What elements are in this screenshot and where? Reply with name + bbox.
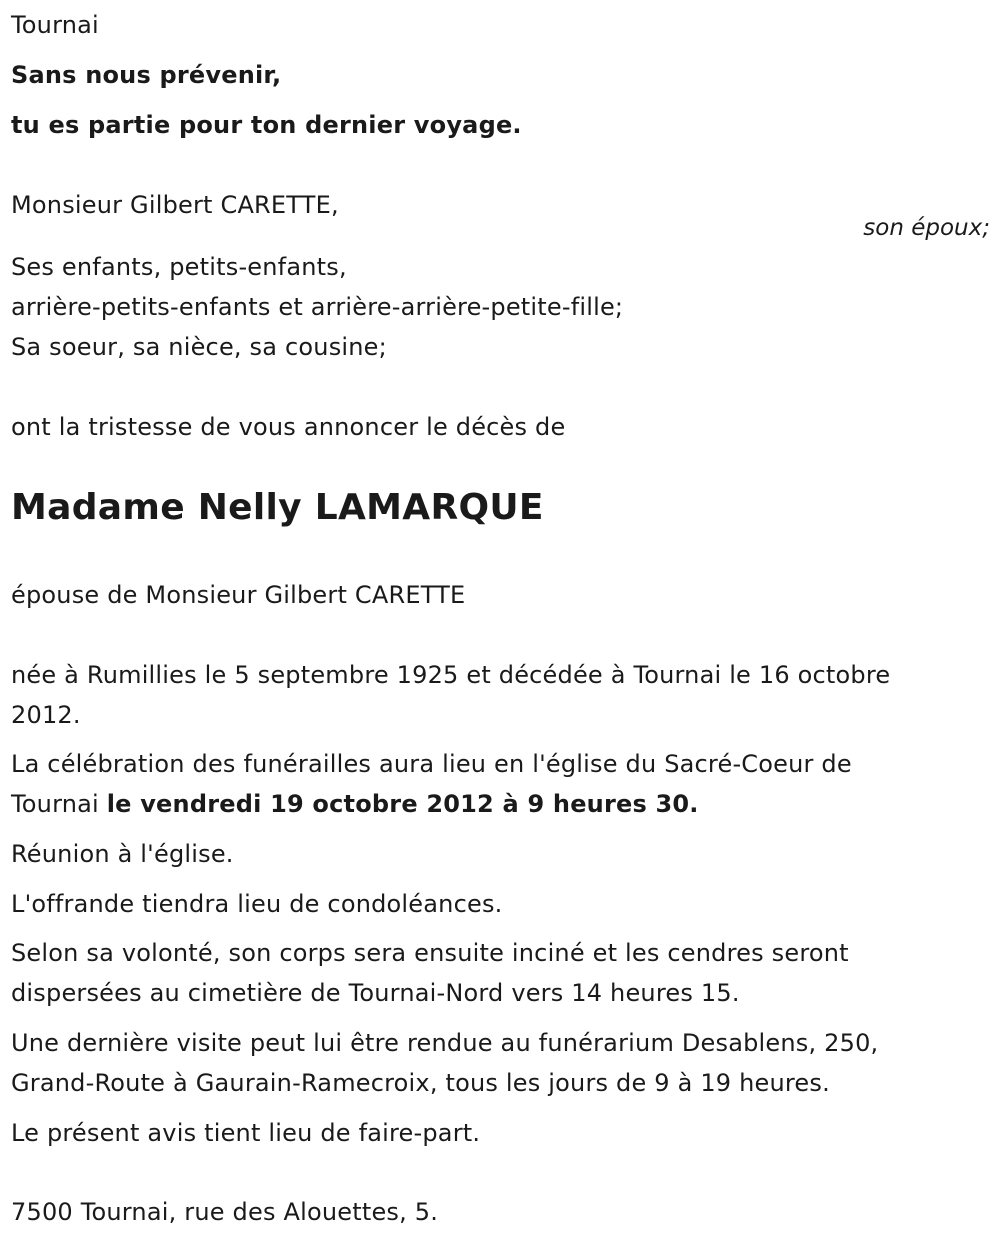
spouse-name: Monsieur Gilbert CARETTE, [11, 191, 339, 219]
birth-death-line-2: 2012. [11, 701, 81, 729]
verse-line-2: tu es partie pour ton dernier voyage. [11, 111, 522, 139]
birth-death-line-1: née à Rumillies le 5 septembre 1925 et décédée à Tournai le 16 octobre [11, 661, 891, 689]
visit-line-2: Grand-Route à Gaurain-Ramecroix, tous les jours de 9 à 19 heures. [11, 1069, 830, 1097]
city-heading: Tournai [11, 11, 99, 39]
ceremony-line-1: La célébration des funérailles aura lieu en l'église du Sacré-Coeur de [11, 750, 852, 778]
verse-line-1: Sans nous prévenir, [11, 61, 282, 89]
children-line-1: Ses enfants, petits-enfants, [11, 253, 347, 281]
children-line-2: arrière-petits-enfants et arrière-arrière-petite-fille; [11, 293, 624, 321]
spouse-role: son époux; [863, 215, 990, 241]
notice-line: Le présent avis tient lieu de faire-part. [11, 1119, 481, 1147]
address-line: 7500 Tournai, rue des Alouettes, 5. [11, 1198, 439, 1226]
announcement-intro: ont la tristesse de vous annoncer le décès de [11, 413, 566, 441]
visit-line-1: Une dernière visite peut lui être rendue au funérarium Desablens, 250, [11, 1029, 879, 1057]
ceremony-date-time: le vendredi 19 octobre 2012 à 9 heures 30. [106, 790, 699, 818]
meeting-line: Réunion à l'église. [11, 840, 234, 868]
relatives-line: Sa soeur, sa nièce, sa cousine; [11, 333, 387, 361]
cremation-line-2: dispersées au cimetière de Tournai-Nord vers 14 heures 15. [11, 979, 740, 1007]
spouse-of-line: épouse de Monsieur Gilbert CARETTE [11, 581, 466, 609]
deceased-name: Madame Nelly LAMARQUE [11, 487, 544, 528]
cremation-line-1: Selon sa volonté, son corps sera ensuite inciné et les cendres seront [11, 939, 849, 967]
offering-line: L'offrande tiendra lieu de condoléances. [11, 890, 503, 918]
ceremony-place: Tournai [11, 790, 107, 818]
ceremony-line-2 [11, 784, 699, 824]
